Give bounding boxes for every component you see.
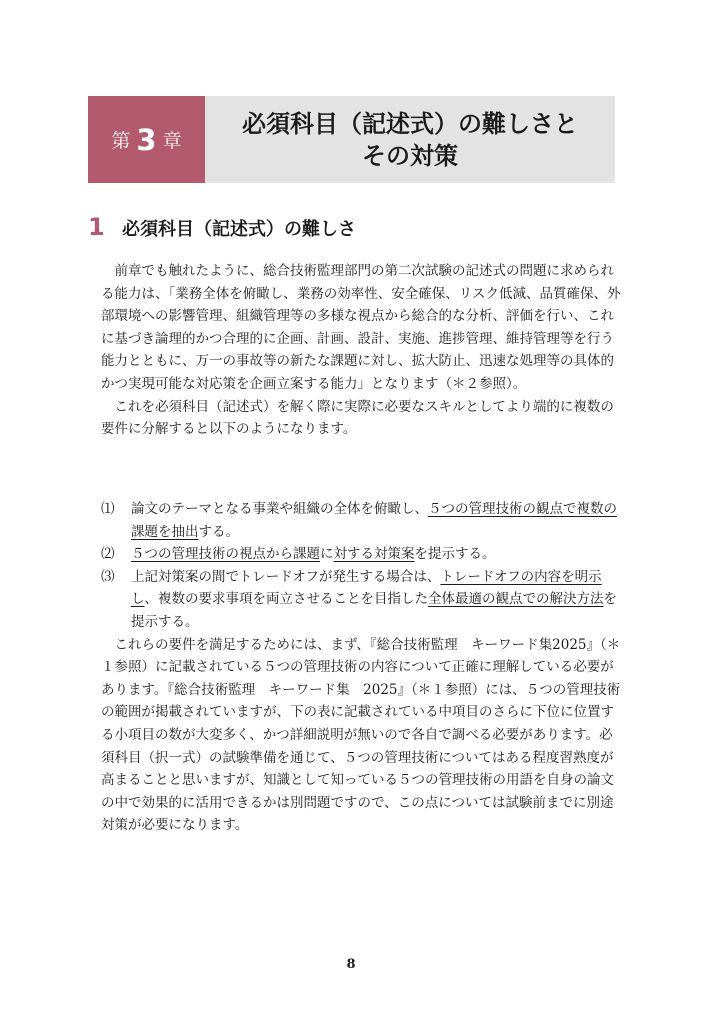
list-item-1 [101,498,621,543]
chapter-title-line2: その対策 [362,141,458,170]
chapter-title-line1: 必須科目（記述式）の難しさと [242,109,578,138]
list-marker-1: ⑴ [101,501,115,517]
list-marker-2: ⑵ [101,546,115,563]
list-text-2: ５つの管理技術の視点から課題に対する対策案を提示する。 [131,546,496,563]
paragraph-1: 前章でも触れたように、総合技術監理部門の第二次試験の記述式の問題に求められる能力は、「業務全体を俯瞰し、業務の効率性、安全確保、リスク低減、品質確保、外部環境への影響管理、組織管理等の多様な視点から総合的な分析、評価を行い、これに基づき論理的かつ合理的に企画、計画、設計、実施、進捗管理、維持管理等を行う能力とともに、万一の事故等の新たな課題に対し、拡大防止、迅速な処理等の具体的かつ実現可能な対応策を企画立案する能力」となります（＊２参照）。 [101,263,621,392]
section-title: 必須科目（記述式）の難しさ [122,219,356,240]
section-number: 1 [88,213,105,241]
chapter-number: 3 [136,122,157,157]
requirements-list [101,498,621,837]
chapter-prefix: 第 [111,130,131,152]
chapter-title [205,96,615,183]
paragraph-3: これらの要件を満足するためには、まず、『総合技術監理 キーワード集2025』（＊１参照）に記載されている５つの管理技術の内容について正確に理解している必要があります。『総合技術監理 キーワード集 2025』（＊１参照）には、５つの管理技術の範囲が掲載されていますが、下の表に記載されている中項目のさらに下位に位置する小項目の数が大変多く、かつ詳細説明が無いので各自で調べる必要があります。必須科目（択一式）の試験準備を通じて、５つの管理技術についてはある程度習熟度が高まることと思いますが、知識として知っている５つの管理技術の用語を自身の論文の中で効果的に活用できるかは別問題ですので、この点については試験前までに別途対策が必要になります。 [101,636,621,834]
list-text-3: 上記対策案の間でトレードオフが発生する場合は、トレードオフの内容を明示し、複数の要求事項を両立させることを目指した全体最適の観点での解決方法を提示する。 [131,568,617,630]
chapter-header [88,96,615,183]
list-item-2 [101,543,621,566]
chapter-suffix: 章 [162,130,182,152]
list-marker-3: ⑶ [101,568,115,585]
intro-text [101,260,621,441]
list-item-3 [101,566,621,634]
section-heading [88,213,356,241]
page-number: 8 [346,957,356,972]
list-text-1: 論文のテーマとなる事業や組織の全体を俯瞰し、５つの管理技術の観点で複数の課題を抽出する。 [131,501,617,540]
chapter-label-box [88,96,205,183]
paragraph-2: これを必須科目（記述式）を解く際に実際に必要なスキルとしてより端的に複数の要件に分解すると以下のようになります。 [101,398,614,438]
